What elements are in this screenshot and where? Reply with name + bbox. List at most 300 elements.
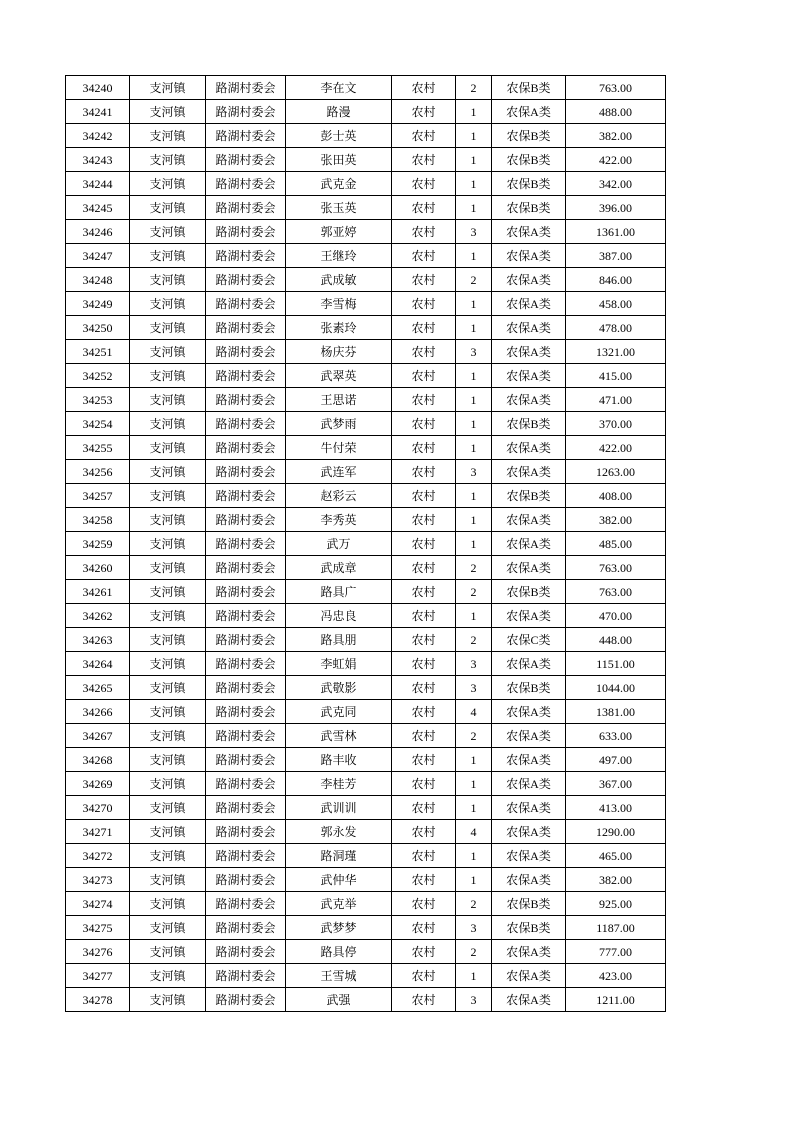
cell-town: 支河镇 bbox=[130, 964, 206, 988]
cell-town: 支河镇 bbox=[130, 268, 206, 292]
cell-village: 路湖村委会 bbox=[206, 316, 286, 340]
table-row bbox=[66, 100, 666, 124]
cell-id: 34251 bbox=[66, 340, 130, 364]
cell-category: 农保B类 bbox=[492, 916, 566, 940]
cell-amount: 1044.00 bbox=[566, 676, 666, 700]
cell-amount: 1290.00 bbox=[566, 820, 666, 844]
cell-id: 34244 bbox=[66, 172, 130, 196]
cell-town: 支河镇 bbox=[130, 628, 206, 652]
cell-count: 4 bbox=[456, 820, 492, 844]
cell-id: 34252 bbox=[66, 364, 130, 388]
cell-town: 支河镇 bbox=[130, 220, 206, 244]
cell-count: 2 bbox=[456, 628, 492, 652]
cell-id: 34254 bbox=[66, 412, 130, 436]
cell-id: 34264 bbox=[66, 652, 130, 676]
cell-count: 1 bbox=[456, 412, 492, 436]
cell-id: 34276 bbox=[66, 940, 130, 964]
cell-town: 支河镇 bbox=[130, 172, 206, 196]
cell-type: 农村 bbox=[392, 196, 456, 220]
cell-amount: 1361.00 bbox=[566, 220, 666, 244]
cell-category: 农保A类 bbox=[492, 724, 566, 748]
table-row bbox=[66, 76, 666, 100]
table-row bbox=[66, 580, 666, 604]
cell-name: 路具停 bbox=[286, 940, 392, 964]
cell-count: 1 bbox=[456, 172, 492, 196]
cell-village: 路湖村委会 bbox=[206, 820, 286, 844]
cell-count: 1 bbox=[456, 964, 492, 988]
cell-name: 张素玲 bbox=[286, 316, 392, 340]
cell-type: 农村 bbox=[392, 292, 456, 316]
cell-count: 2 bbox=[456, 724, 492, 748]
table-row bbox=[66, 532, 666, 556]
cell-type: 农村 bbox=[392, 628, 456, 652]
cell-count: 2 bbox=[456, 892, 492, 916]
table-row bbox=[66, 916, 666, 940]
cell-village: 路湖村委会 bbox=[206, 76, 286, 100]
cell-category: 农保A类 bbox=[492, 844, 566, 868]
cell-name: 路洞瑾 bbox=[286, 844, 392, 868]
cell-category: 农保A类 bbox=[492, 268, 566, 292]
cell-category: 农保A类 bbox=[492, 508, 566, 532]
cell-amount: 465.00 bbox=[566, 844, 666, 868]
table-row bbox=[66, 460, 666, 484]
table-row bbox=[66, 676, 666, 700]
table-row bbox=[66, 796, 666, 820]
cell-town: 支河镇 bbox=[130, 724, 206, 748]
cell-count: 3 bbox=[456, 988, 492, 1012]
cell-name: 武雪林 bbox=[286, 724, 392, 748]
cell-id: 34249 bbox=[66, 292, 130, 316]
cell-amount: 415.00 bbox=[566, 364, 666, 388]
table-row bbox=[66, 628, 666, 652]
cell-name: 牛付荣 bbox=[286, 436, 392, 460]
cell-count: 1 bbox=[456, 100, 492, 124]
cell-name: 王继玲 bbox=[286, 244, 392, 268]
table-row bbox=[66, 820, 666, 844]
cell-town: 支河镇 bbox=[130, 364, 206, 388]
table-row bbox=[66, 268, 666, 292]
cell-id: 34245 bbox=[66, 196, 130, 220]
cell-village: 路湖村委会 bbox=[206, 988, 286, 1012]
cell-name: 路漫 bbox=[286, 100, 392, 124]
cell-village: 路湖村委会 bbox=[206, 700, 286, 724]
cell-count: 2 bbox=[456, 76, 492, 100]
cell-count: 4 bbox=[456, 700, 492, 724]
cell-town: 支河镇 bbox=[130, 124, 206, 148]
cell-amount: 633.00 bbox=[566, 724, 666, 748]
cell-type: 农村 bbox=[392, 172, 456, 196]
cell-name: 赵彩云 bbox=[286, 484, 392, 508]
cell-count: 1 bbox=[456, 436, 492, 460]
cell-type: 农村 bbox=[392, 436, 456, 460]
table-row bbox=[66, 172, 666, 196]
cell-type: 农村 bbox=[392, 364, 456, 388]
cell-amount: 1381.00 bbox=[566, 700, 666, 724]
cell-village: 路湖村委会 bbox=[206, 268, 286, 292]
cell-amount: 382.00 bbox=[566, 508, 666, 532]
cell-town: 支河镇 bbox=[130, 244, 206, 268]
cell-category: 农保A类 bbox=[492, 796, 566, 820]
cell-town: 支河镇 bbox=[130, 436, 206, 460]
cell-amount: 448.00 bbox=[566, 628, 666, 652]
cell-name: 王雪城 bbox=[286, 964, 392, 988]
cell-amount: 485.00 bbox=[566, 532, 666, 556]
cell-name: 武成章 bbox=[286, 556, 392, 580]
cell-amount: 413.00 bbox=[566, 796, 666, 820]
cell-amount: 470.00 bbox=[566, 604, 666, 628]
cell-id: 34267 bbox=[66, 724, 130, 748]
cell-count: 1 bbox=[456, 244, 492, 268]
cell-amount: 1187.00 bbox=[566, 916, 666, 940]
cell-count: 1 bbox=[456, 484, 492, 508]
cell-category: 农保A类 bbox=[492, 652, 566, 676]
cell-id: 34255 bbox=[66, 436, 130, 460]
cell-count: 1 bbox=[456, 388, 492, 412]
table-row bbox=[66, 940, 666, 964]
cell-town: 支河镇 bbox=[130, 676, 206, 700]
cell-amount: 408.00 bbox=[566, 484, 666, 508]
cell-id: 34258 bbox=[66, 508, 130, 532]
cell-name: 武克举 bbox=[286, 892, 392, 916]
cell-id: 34265 bbox=[66, 676, 130, 700]
cell-town: 支河镇 bbox=[130, 532, 206, 556]
cell-town: 支河镇 bbox=[130, 988, 206, 1012]
cell-count: 1 bbox=[456, 844, 492, 868]
cell-town: 支河镇 bbox=[130, 508, 206, 532]
cell-amount: 478.00 bbox=[566, 316, 666, 340]
cell-id: 34248 bbox=[66, 268, 130, 292]
table-row bbox=[66, 988, 666, 1012]
cell-village: 路湖村委会 bbox=[206, 412, 286, 436]
cell-name: 武克金 bbox=[286, 172, 392, 196]
cell-amount: 422.00 bbox=[566, 148, 666, 172]
table-row bbox=[66, 196, 666, 220]
cell-name: 武连军 bbox=[286, 460, 392, 484]
cell-name: 彭士英 bbox=[286, 124, 392, 148]
cell-count: 1 bbox=[456, 868, 492, 892]
cell-amount: 763.00 bbox=[566, 580, 666, 604]
cell-type: 农村 bbox=[392, 988, 456, 1012]
cell-id: 34271 bbox=[66, 820, 130, 844]
cell-id: 34266 bbox=[66, 700, 130, 724]
cell-amount: 763.00 bbox=[566, 556, 666, 580]
cell-type: 农村 bbox=[392, 316, 456, 340]
cell-town: 支河镇 bbox=[130, 940, 206, 964]
table-row bbox=[66, 340, 666, 364]
table-row bbox=[66, 124, 666, 148]
table-row bbox=[66, 412, 666, 436]
cell-category: 农保B类 bbox=[492, 676, 566, 700]
cell-id: 34241 bbox=[66, 100, 130, 124]
cell-count: 1 bbox=[456, 508, 492, 532]
cell-town: 支河镇 bbox=[130, 412, 206, 436]
cell-name: 武成敏 bbox=[286, 268, 392, 292]
cell-category: 农保A类 bbox=[492, 988, 566, 1012]
cell-town: 支河镇 bbox=[130, 316, 206, 340]
cell-id: 34240 bbox=[66, 76, 130, 100]
cell-category: 农保A类 bbox=[492, 292, 566, 316]
cell-count: 1 bbox=[456, 772, 492, 796]
cell-village: 路湖村委会 bbox=[206, 868, 286, 892]
records-table bbox=[65, 75, 666, 1012]
cell-town: 支河镇 bbox=[130, 484, 206, 508]
cell-amount: 387.00 bbox=[566, 244, 666, 268]
cell-type: 农村 bbox=[392, 340, 456, 364]
cell-name: 杨庆芬 bbox=[286, 340, 392, 364]
cell-village: 路湖村委会 bbox=[206, 844, 286, 868]
cell-category: 农保A类 bbox=[492, 460, 566, 484]
cell-town: 支河镇 bbox=[130, 892, 206, 916]
cell-id: 34242 bbox=[66, 124, 130, 148]
cell-type: 农村 bbox=[392, 268, 456, 292]
cell-type: 农村 bbox=[392, 412, 456, 436]
cell-name: 武克同 bbox=[286, 700, 392, 724]
cell-village: 路湖村委会 bbox=[206, 148, 286, 172]
cell-id: 34262 bbox=[66, 604, 130, 628]
table-row bbox=[66, 700, 666, 724]
cell-amount: 423.00 bbox=[566, 964, 666, 988]
cell-town: 支河镇 bbox=[130, 580, 206, 604]
cell-village: 路湖村委会 bbox=[206, 484, 286, 508]
cell-name: 张田英 bbox=[286, 148, 392, 172]
table-body bbox=[66, 76, 666, 1012]
cell-type: 农村 bbox=[392, 124, 456, 148]
cell-town: 支河镇 bbox=[130, 340, 206, 364]
table-row bbox=[66, 484, 666, 508]
cell-village: 路湖村委会 bbox=[206, 220, 286, 244]
cell-name: 武万 bbox=[286, 532, 392, 556]
cell-village: 路湖村委会 bbox=[206, 508, 286, 532]
cell-town: 支河镇 bbox=[130, 700, 206, 724]
cell-id: 34268 bbox=[66, 748, 130, 772]
cell-town: 支河镇 bbox=[130, 292, 206, 316]
cell-name: 李雪梅 bbox=[286, 292, 392, 316]
cell-town: 支河镇 bbox=[130, 820, 206, 844]
cell-category: 农保A类 bbox=[492, 556, 566, 580]
cell-town: 支河镇 bbox=[130, 844, 206, 868]
table-row bbox=[66, 724, 666, 748]
cell-category: 农保B类 bbox=[492, 124, 566, 148]
cell-town: 支河镇 bbox=[130, 916, 206, 940]
table-row bbox=[66, 364, 666, 388]
table-row bbox=[66, 892, 666, 916]
cell-id: 34246 bbox=[66, 220, 130, 244]
cell-name: 李秀英 bbox=[286, 508, 392, 532]
cell-type: 农村 bbox=[392, 508, 456, 532]
cell-count: 1 bbox=[456, 196, 492, 220]
cell-category: 农保A类 bbox=[492, 340, 566, 364]
cell-type: 农村 bbox=[392, 964, 456, 988]
cell-count: 2 bbox=[456, 268, 492, 292]
table-row bbox=[66, 436, 666, 460]
cell-name: 郭永发 bbox=[286, 820, 392, 844]
cell-category: 农保A类 bbox=[492, 436, 566, 460]
table-row bbox=[66, 292, 666, 316]
cell-village: 路湖村委会 bbox=[206, 796, 286, 820]
cell-amount: 458.00 bbox=[566, 292, 666, 316]
cell-id: 34253 bbox=[66, 388, 130, 412]
cell-amount: 471.00 bbox=[566, 388, 666, 412]
cell-id: 34257 bbox=[66, 484, 130, 508]
cell-count: 3 bbox=[456, 652, 492, 676]
cell-category: 农保A类 bbox=[492, 964, 566, 988]
cell-amount: 422.00 bbox=[566, 436, 666, 460]
cell-id: 34259 bbox=[66, 532, 130, 556]
cell-id: 34278 bbox=[66, 988, 130, 1012]
cell-village: 路湖村委会 bbox=[206, 340, 286, 364]
cell-village: 路湖村委会 bbox=[206, 388, 286, 412]
cell-category: 农保B类 bbox=[492, 148, 566, 172]
cell-town: 支河镇 bbox=[130, 748, 206, 772]
table-row bbox=[66, 316, 666, 340]
cell-type: 农村 bbox=[392, 148, 456, 172]
cell-count: 1 bbox=[456, 748, 492, 772]
cell-type: 农村 bbox=[392, 388, 456, 412]
cell-id: 34261 bbox=[66, 580, 130, 604]
cell-town: 支河镇 bbox=[130, 796, 206, 820]
cell-id: 34270 bbox=[66, 796, 130, 820]
cell-category: 农保B类 bbox=[492, 892, 566, 916]
cell-id: 34263 bbox=[66, 628, 130, 652]
cell-count: 1 bbox=[456, 316, 492, 340]
cell-count: 1 bbox=[456, 124, 492, 148]
table-row bbox=[66, 844, 666, 868]
cell-type: 农村 bbox=[392, 796, 456, 820]
cell-type: 农村 bbox=[392, 748, 456, 772]
cell-town: 支河镇 bbox=[130, 868, 206, 892]
cell-category: 农保A类 bbox=[492, 604, 566, 628]
cell-name: 武训训 bbox=[286, 796, 392, 820]
cell-name: 路丰收 bbox=[286, 748, 392, 772]
cell-category: 农保A类 bbox=[492, 940, 566, 964]
cell-category: 农保A类 bbox=[492, 100, 566, 124]
cell-town: 支河镇 bbox=[130, 76, 206, 100]
table-row bbox=[66, 772, 666, 796]
cell-amount: 497.00 bbox=[566, 748, 666, 772]
cell-village: 路湖村委会 bbox=[206, 748, 286, 772]
cell-name: 郭亚婷 bbox=[286, 220, 392, 244]
cell-type: 农村 bbox=[392, 820, 456, 844]
cell-amount: 382.00 bbox=[566, 124, 666, 148]
cell-village: 路湖村委会 bbox=[206, 580, 286, 604]
cell-type: 农村 bbox=[392, 580, 456, 604]
cell-id: 34247 bbox=[66, 244, 130, 268]
cell-category: 农保A类 bbox=[492, 220, 566, 244]
cell-amount: 342.00 bbox=[566, 172, 666, 196]
cell-type: 农村 bbox=[392, 484, 456, 508]
cell-type: 农村 bbox=[392, 532, 456, 556]
cell-village: 路湖村委会 bbox=[206, 364, 286, 388]
cell-category: 农保B类 bbox=[492, 196, 566, 220]
table-row bbox=[66, 244, 666, 268]
cell-amount: 396.00 bbox=[566, 196, 666, 220]
cell-name: 武仲华 bbox=[286, 868, 392, 892]
cell-type: 农村 bbox=[392, 76, 456, 100]
cell-town: 支河镇 bbox=[130, 388, 206, 412]
table-row bbox=[66, 556, 666, 580]
cell-count: 3 bbox=[456, 916, 492, 940]
cell-id: 34273 bbox=[66, 868, 130, 892]
cell-id: 34272 bbox=[66, 844, 130, 868]
cell-category: 农保A类 bbox=[492, 700, 566, 724]
cell-name: 李虹娟 bbox=[286, 652, 392, 676]
cell-type: 农村 bbox=[392, 772, 456, 796]
cell-count: 2 bbox=[456, 940, 492, 964]
cell-category: 农保B类 bbox=[492, 484, 566, 508]
cell-count: 1 bbox=[456, 148, 492, 172]
cell-category: 农保B类 bbox=[492, 580, 566, 604]
cell-type: 农村 bbox=[392, 844, 456, 868]
cell-town: 支河镇 bbox=[130, 652, 206, 676]
cell-id: 34275 bbox=[66, 916, 130, 940]
cell-type: 农村 bbox=[392, 460, 456, 484]
cell-type: 农村 bbox=[392, 724, 456, 748]
cell-category: 农保A类 bbox=[492, 748, 566, 772]
cell-town: 支河镇 bbox=[130, 196, 206, 220]
cell-amount: 777.00 bbox=[566, 940, 666, 964]
cell-name: 路具朋 bbox=[286, 628, 392, 652]
cell-category: 农保A类 bbox=[492, 820, 566, 844]
cell-category: 农保B类 bbox=[492, 172, 566, 196]
cell-type: 农村 bbox=[392, 868, 456, 892]
cell-id: 34250 bbox=[66, 316, 130, 340]
cell-village: 路湖村委会 bbox=[206, 196, 286, 220]
table-row bbox=[66, 868, 666, 892]
cell-name: 武梦梦 bbox=[286, 916, 392, 940]
cell-count: 3 bbox=[456, 676, 492, 700]
table-row bbox=[66, 148, 666, 172]
cell-town: 支河镇 bbox=[130, 604, 206, 628]
cell-type: 农村 bbox=[392, 652, 456, 676]
cell-category: 农保A类 bbox=[492, 388, 566, 412]
cell-category: 农保B类 bbox=[492, 412, 566, 436]
cell-id: 34277 bbox=[66, 964, 130, 988]
table-row bbox=[66, 652, 666, 676]
cell-id: 34260 bbox=[66, 556, 130, 580]
cell-name: 冯忠良 bbox=[286, 604, 392, 628]
cell-name: 武敬影 bbox=[286, 676, 392, 700]
table-row bbox=[66, 964, 666, 988]
cell-village: 路湖村委会 bbox=[206, 772, 286, 796]
cell-town: 支河镇 bbox=[130, 460, 206, 484]
cell-village: 路湖村委会 bbox=[206, 916, 286, 940]
cell-village: 路湖村委会 bbox=[206, 628, 286, 652]
cell-count: 2 bbox=[456, 580, 492, 604]
cell-town: 支河镇 bbox=[130, 556, 206, 580]
cell-category: 农保B类 bbox=[492, 76, 566, 100]
cell-amount: 488.00 bbox=[566, 100, 666, 124]
cell-name: 张玉英 bbox=[286, 196, 392, 220]
cell-type: 农村 bbox=[392, 892, 456, 916]
cell-name: 武梦雨 bbox=[286, 412, 392, 436]
cell-category: 农保A类 bbox=[492, 868, 566, 892]
cell-village: 路湖村委会 bbox=[206, 556, 286, 580]
cell-type: 农村 bbox=[392, 604, 456, 628]
cell-name: 路具广 bbox=[286, 580, 392, 604]
cell-village: 路湖村委会 bbox=[206, 532, 286, 556]
cell-village: 路湖村委会 bbox=[206, 292, 286, 316]
cell-name: 李在文 bbox=[286, 76, 392, 100]
table-row bbox=[66, 604, 666, 628]
cell-village: 路湖村委会 bbox=[206, 940, 286, 964]
cell-amount: 382.00 bbox=[566, 868, 666, 892]
cell-count: 3 bbox=[456, 220, 492, 244]
cell-amount: 367.00 bbox=[566, 772, 666, 796]
cell-count: 3 bbox=[456, 460, 492, 484]
cell-count: 1 bbox=[456, 292, 492, 316]
cell-category: 农保A类 bbox=[492, 772, 566, 796]
cell-village: 路湖村委会 bbox=[206, 892, 286, 916]
